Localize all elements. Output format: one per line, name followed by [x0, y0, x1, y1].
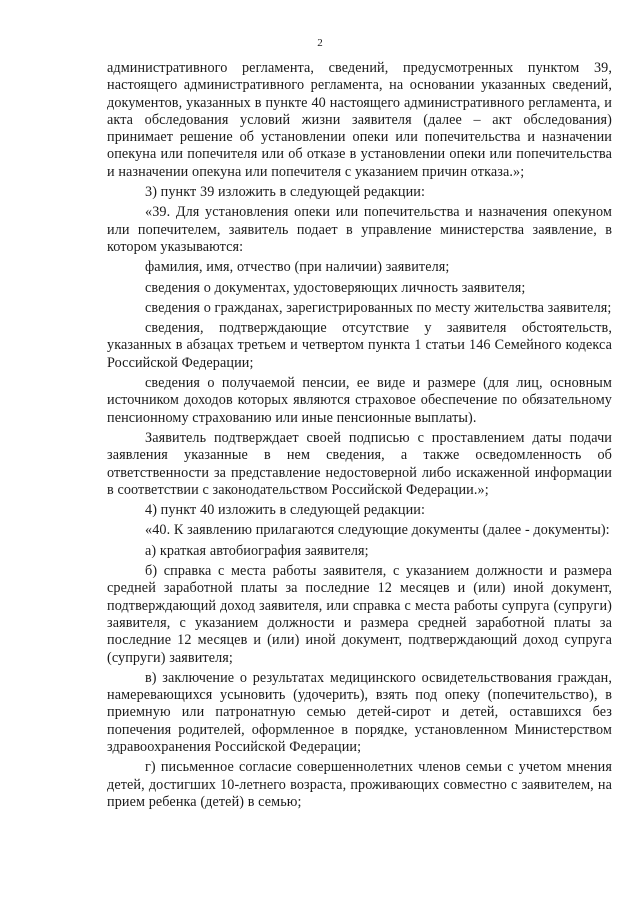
paragraph: «39. Для установления опеки или попечительства и назначения опекуном или попечителем, заявитель подает в управление министерства заявление, в котором указываются:	[107, 204, 612, 255]
paragraph: г) письменное согласие совершеннолетних членов семьи с учетом мнения детей, достигших 10-летнего возраста, проживающих совместно с заявителем, на прием ребенка (детей) в семью;	[107, 759, 612, 810]
page-number: 2	[317, 37, 323, 49]
paragraph: в) заключение о результатах медицинского освидетельствования граждан, намеревающихся усыновить (удочерить), взять под опеку (попечительство), в приемную или патронатную семью детей-сирот и детей, оставшихся без попечения родителей, оформленное в порядке, установленном Министерством здравоохранения Российской Федерации;	[107, 669, 612, 755]
paragraph: «40. К заявлению прилагаются следующие документы (далее - документы):	[145, 522, 610, 539]
paragraph: сведения, подтверждающие отсутствие у заявителя обстоятельств, указанных в абзацах третьем и четвертом пункта 1 статьи 146 Семейного кодекса Российской Федерации;	[107, 320, 612, 371]
paragraph: сведения о документах, удостоверяющих личность заявителя;	[145, 279, 526, 296]
paragraph: сведения о гражданах, зарегистрированных по месту жительства заявителя;	[145, 299, 612, 316]
paragraph: 4) пункт 40 изложить в следующей редакции:	[145, 502, 425, 519]
paragraph: фамилия, имя, отчество (при наличии) заявителя;	[145, 259, 450, 276]
paragraph: административного регламента, сведений, предусмотренных пунктом 39, настоящего административного регламента, на основании указанных сведений, документов, указанных в пункте 40 настоящего административного регламента, и акта обследования условий жизни заявителя (далее – акт обследования) принимает решение об установлении опеки или попечительства и назначении опекуна или попечителя или об отказе в установлении опеки или попечительства и назначении опекуна или попечителя с указанием причин отказа.»;	[107, 60, 612, 180]
paragraph: Заявитель подтверждает своей подписью с проставлением даты подачи заявления указанные в нем сведения, а также осведомленность об ответственности за представление недостоверной либо искаженной информации в соответствии с законодательством Российской Федерации.»;	[107, 429, 612, 498]
paragraph: сведения о получаемой пенсии, ее виде и размере (для лиц, основным источником доходов которых являются страховое обеспечение по обязательному пенсионному страхованию или иные пенсионные выплаты).	[107, 375, 612, 426]
paragraph: а) краткая автобиография заявителя;	[145, 542, 369, 559]
paragraph: 3) пункт 39 изложить в следующей редакции:	[145, 184, 425, 201]
document-body	[107, 60, 612, 811]
paragraph: б) справка с места работы заявителя, с указанием должности и размера средней заработной платы за последние 12 месяцев и (или) иной документ, подтверждающий доход заявителя, или справка с места работы супруга (супруги) заявителя, с указанием должности и размера средней заработной платы за последние 12 месяцев и (или) иной документ, подтверждающий доход супруга (супруги) заявителя;	[107, 563, 612, 666]
